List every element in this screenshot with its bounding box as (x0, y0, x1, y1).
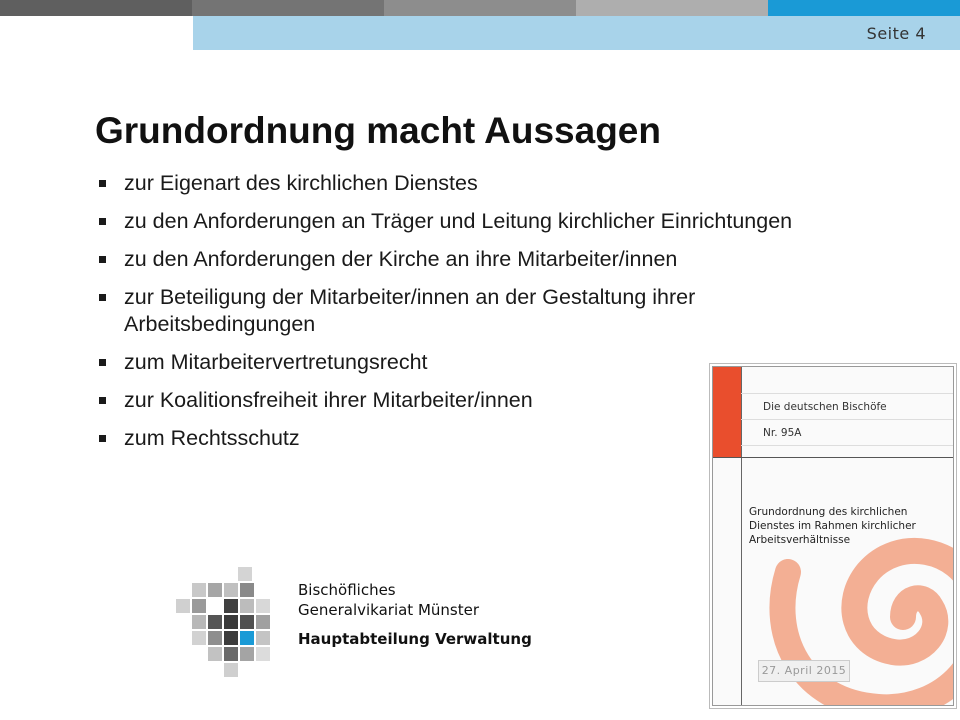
header-bar-3 (384, 0, 576, 16)
slide-title: Grundordnung macht Aussagen (95, 110, 661, 151)
bullet-text: zur Koalitionsfreiheit ihrer Mitarbeiter/innen (124, 388, 533, 412)
header-bar-2 (192, 0, 384, 16)
square-bullet-icon (99, 218, 106, 225)
cover-number: Nr. 95A (763, 427, 802, 439)
cover-vertical-rule (741, 367, 742, 705)
cover-rule-2 (741, 419, 953, 420)
bullet-text: zu den Anforderungen an Träger und Leitung kirchlicher Einrichtungen (124, 209, 793, 233)
brochure-cover-image (712, 366, 954, 706)
cover-red-block (713, 367, 741, 457)
cover-series: Die deutschen Bischöfe (763, 401, 887, 413)
bullet-item (98, 208, 858, 235)
cover-title: Grundordnung des kirchlichen Dienstes im Rahmen kirchlicher Arbeitsverhältnisse (749, 506, 916, 546)
bullet-text: zum Rechtsschutz (124, 426, 300, 450)
footer-date: 27. April 2015 (758, 660, 850, 682)
logo-line-2: Generalvikariat Münster (298, 601, 479, 619)
square-bullet-icon (99, 294, 106, 301)
bullet-item (98, 246, 858, 273)
bullet-item (98, 170, 858, 197)
bullet-item (98, 284, 858, 338)
cross-mosaic-logo-icon (176, 567, 286, 679)
square-bullet-icon (99, 180, 106, 187)
bullet-text: zu den Anforderungen der Kirche an ihre Mitarbeiter/innen (124, 247, 678, 271)
square-bullet-icon (99, 359, 106, 366)
header-bar-5 (768, 0, 960, 16)
bullet-text: zur Eigenart des kirchlichen Dienstes (124, 171, 478, 195)
square-bullet-icon (99, 435, 106, 442)
square-bullet-icon (99, 256, 106, 263)
logo-line-1: Bischöfliches (298, 581, 396, 599)
header-band (193, 16, 960, 50)
logo-line-3: Hauptabteilung Verwaltung (298, 630, 532, 648)
logo-text-block (298, 580, 532, 649)
square-bullet-icon (99, 397, 106, 404)
cover-rule-main (713, 457, 953, 458)
page-number: Seite 4 (866, 24, 926, 43)
cover-rule-1 (741, 393, 953, 394)
header-bar-1 (0, 0, 192, 16)
bullet-text: zur Beteiligung der Mitarbeiter/innen an der Gestaltung ihrer Arbeitsbedingungen (124, 285, 696, 336)
header-bar-4 (576, 0, 768, 16)
cover-rule-3 (741, 445, 953, 446)
bullet-text: zum Mitarbeitervertretungsrecht (124, 350, 428, 374)
